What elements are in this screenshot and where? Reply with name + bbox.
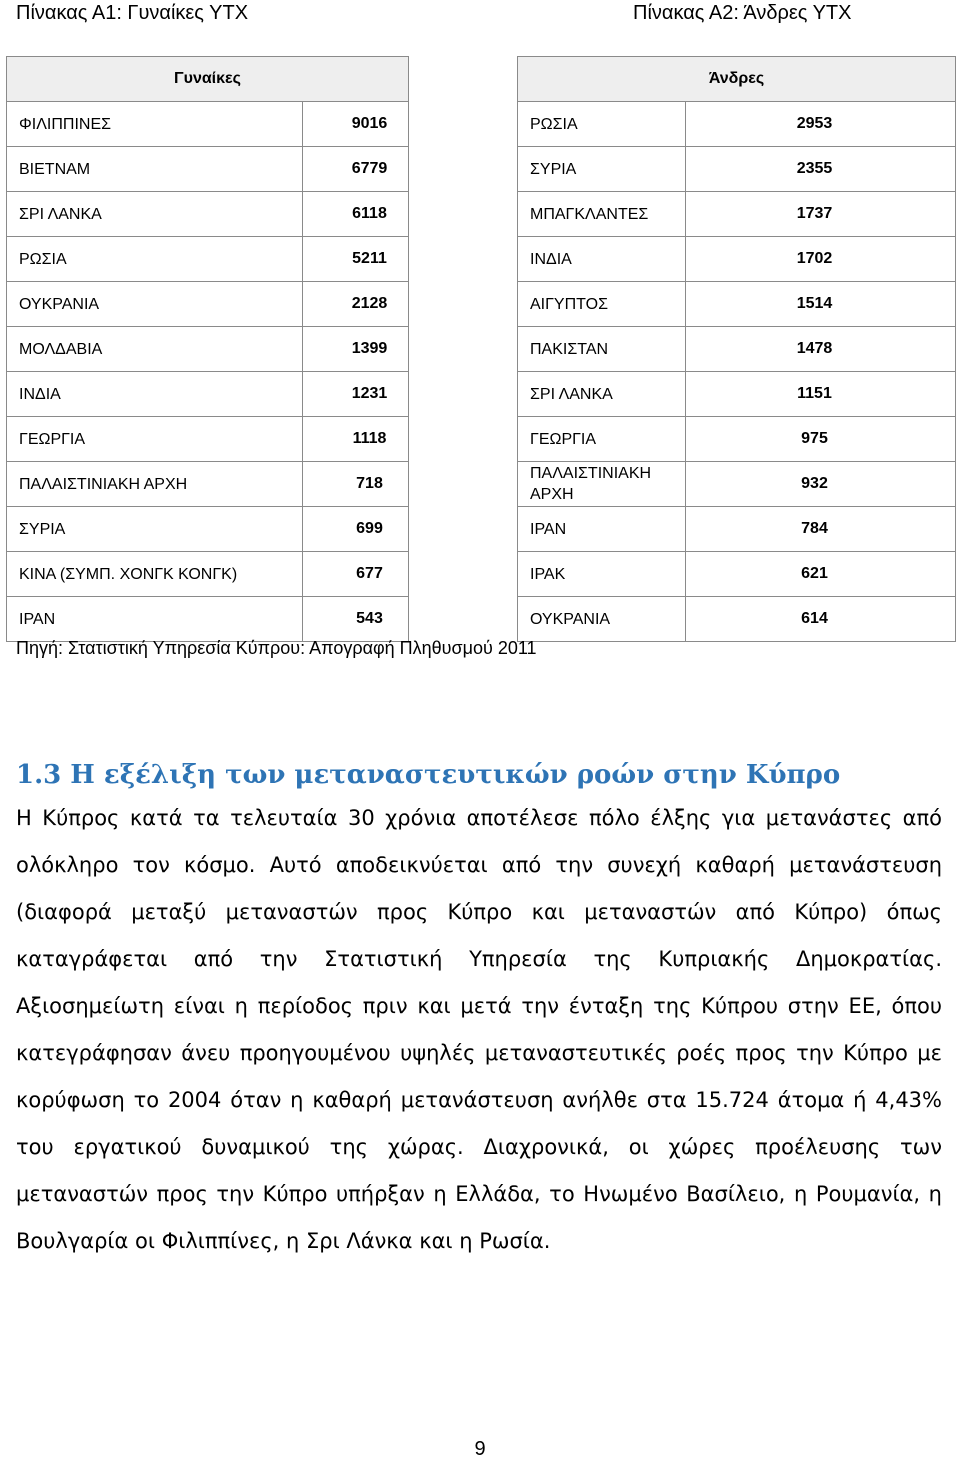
men-value-cell: 1702 <box>686 237 956 282</box>
men-country-cell: ΡΩΣΙΑ <box>518 102 686 147</box>
men-table-row <box>518 597 956 642</box>
men-value-cell: 621 <box>686 552 956 597</box>
caption-table-a2: Πίνακας Α2: Άνδρες ΥΤΧ <box>633 2 852 24</box>
men-table <box>517 56 956 642</box>
women-country-cell: ΦΙΛΙΠΠΙΝΕΣ <box>7 102 303 147</box>
women-table-row <box>7 102 409 147</box>
men-table-row <box>518 507 956 552</box>
women-value-cell: 2128 <box>303 282 409 327</box>
men-value-cell: 784 <box>686 507 956 552</box>
women-table-row <box>7 552 409 597</box>
section-body: Η Κύπρος κατά τα τελευταία 30 χρόνια αποτέλεσε πόλο έλξης για μετανάστες από ολόκληρο τον κόσμο. Αυτό αποδεικνύεται από την συνεχή καθαρή μετανάστευση (διαφορά μεταξύ μεταναστών προς Κύπρο και μεταναστών από Κύπρο) όπως καταγράφεται από την Στατιστική Υπηρεσία της Κυπριακής Δημοκρατίας. Αξιοσημείωτη είναι η περίοδος πριν και μετά την ένταξη της Κύπρου στην ΕΕ, όπου κατεγράφησαν άνευ προηγουμένου υψηλές μεταναστευτικές ροές προς την Κύπρο με κορύφωση το 2004 όταν η καθαρή μετανάστευση ανήλθε στα 15.724 άτομα ή 4,43% του εργατικού δυναμικού της χώρας. Διαχρονικά, οι χώρες προέλευσης των μεταναστών προς την Κύπρο υπήρξαν η Ελλάδα, το Ηνωμένο Βασίλειο, η Ρουμανία, η Βουλγαρία οι Φιλιππίνες, η Σρι Λάνκα και η Ρωσία. <box>16 806 942 1253</box>
women-table-row <box>7 462 409 507</box>
men-country-cell: ΣΡΙ ΛΑΝΚΑ <box>518 372 686 417</box>
men-value-cell: 1737 <box>686 192 956 237</box>
women-value-cell: 1399 <box>303 327 409 372</box>
men-table-row <box>518 282 956 327</box>
women-table-row <box>7 147 409 192</box>
men-table-row <box>518 417 956 462</box>
men-table-row <box>518 462 956 507</box>
men-country-cell: ΟΥΚΡΑΝΙΑ <box>518 597 686 642</box>
men-country-cell: ΑΙΓΥΠΤΟΣ <box>518 282 686 327</box>
women-value-cell: 6118 <box>303 192 409 237</box>
men-table-row <box>518 237 956 282</box>
men-value-cell: 932 <box>686 462 956 507</box>
women-table-row <box>7 597 409 642</box>
women-table-header: Γυναίκες <box>7 57 409 102</box>
women-country-cell: ΓΕΩΡΓΙΑ <box>7 417 303 462</box>
women-table-row <box>7 372 409 417</box>
women-value-cell: 677 <box>303 552 409 597</box>
women-table-body <box>7 102 409 642</box>
men-country-cell: ΙΡΑΝ <box>518 507 686 552</box>
women-value-cell: 543 <box>303 597 409 642</box>
women-value-cell: 718 <box>303 462 409 507</box>
women-table-header-row <box>7 57 409 102</box>
men-table-row <box>518 192 956 237</box>
women-country-cell: ΠΑΛΑΙΣΤΙΝΙΑΚΗ ΑΡΧΗ <box>7 462 303 507</box>
men-value-cell: 1514 <box>686 282 956 327</box>
men-country-cell: ΙΝΔΙΑ <box>518 237 686 282</box>
women-value-cell: 5211 <box>303 237 409 282</box>
women-country-cell: ΙΡΑΝ <box>7 597 303 642</box>
women-country-cell: ΙΝΔΙΑ <box>7 372 303 417</box>
women-table-row <box>7 237 409 282</box>
women-country-cell: ΡΩΣΙΑ <box>7 237 303 282</box>
women-country-cell: ΣΡΙ ΛΑΝΚΑ <box>7 192 303 237</box>
men-value-cell: 1151 <box>686 372 956 417</box>
source-note: Πηγή: Στατιστική Υπηρεσία Κύπρου: Απογραφή Πληθυσμού 2011 <box>16 638 537 658</box>
men-table-header-row <box>518 57 956 102</box>
men-country-cell: ΠΑΛΑΙΣΤΙΝΙΑΚΗ ΑΡΧΗ <box>518 462 686 507</box>
women-country-cell: ΣΥΡΙΑ <box>7 507 303 552</box>
men-value-cell: 1478 <box>686 327 956 372</box>
women-table-row <box>7 192 409 237</box>
men-value-cell: 975 <box>686 417 956 462</box>
men-country-cell: ΙΡΑΚ <box>518 552 686 597</box>
men-table-row <box>518 327 956 372</box>
men-table-row <box>518 147 956 192</box>
women-value-cell: 9016 <box>303 102 409 147</box>
women-country-cell: ΒΙΕΤΝΑΜ <box>7 147 303 192</box>
table-captions <box>0 0 960 30</box>
women-value-cell: 6779 <box>303 147 409 192</box>
women-value-cell: 1118 <box>303 417 409 462</box>
men-value-cell: 614 <box>686 597 956 642</box>
women-table <box>6 56 409 642</box>
section-title: Η εξέλιξη των μεταναστευτικών ροών στην Κύπρο <box>70 760 841 790</box>
women-table-row <box>7 327 409 372</box>
women-table-row <box>7 417 409 462</box>
men-table-row <box>518 102 956 147</box>
men-table-body <box>518 102 956 642</box>
page-number: 9 <box>474 1438 486 1460</box>
men-table-header: Άνδρες <box>518 57 956 102</box>
men-country-cell: ΜΠΑΓΚΛΑΝΤΕΣ <box>518 192 686 237</box>
section-heading <box>16 760 840 790</box>
men-country-cell: ΓΕΩΡΓΙΑ <box>518 417 686 462</box>
women-country-cell: ΚΙΝΑ (ΣΥΜΠ. ΧΟΝΓΚ ΚΟΝΓΚ) <box>7 552 303 597</box>
men-table-row <box>518 552 956 597</box>
men-value-cell: 2355 <box>686 147 956 192</box>
men-table-row <box>518 372 956 417</box>
women-country-cell: ΟΥΚΡΑΝΙΑ <box>7 282 303 327</box>
men-value-cell: 2953 <box>686 102 956 147</box>
men-country-cell: ΣΥΡΙΑ <box>518 147 686 192</box>
women-country-cell: ΜΟΛΔΑΒΙΑ <box>7 327 303 372</box>
section-number: 1.3 <box>16 760 62 790</box>
men-country-cell: ΠΑΚΙΣΤΑΝ <box>518 327 686 372</box>
women-value-cell: 699 <box>303 507 409 552</box>
women-value-cell: 1231 <box>303 372 409 417</box>
women-table-row <box>7 282 409 327</box>
caption-table-a1: Πίνακας Α1: Γυναίκες ΥΤΧ <box>16 2 249 24</box>
women-table-row <box>7 507 409 552</box>
